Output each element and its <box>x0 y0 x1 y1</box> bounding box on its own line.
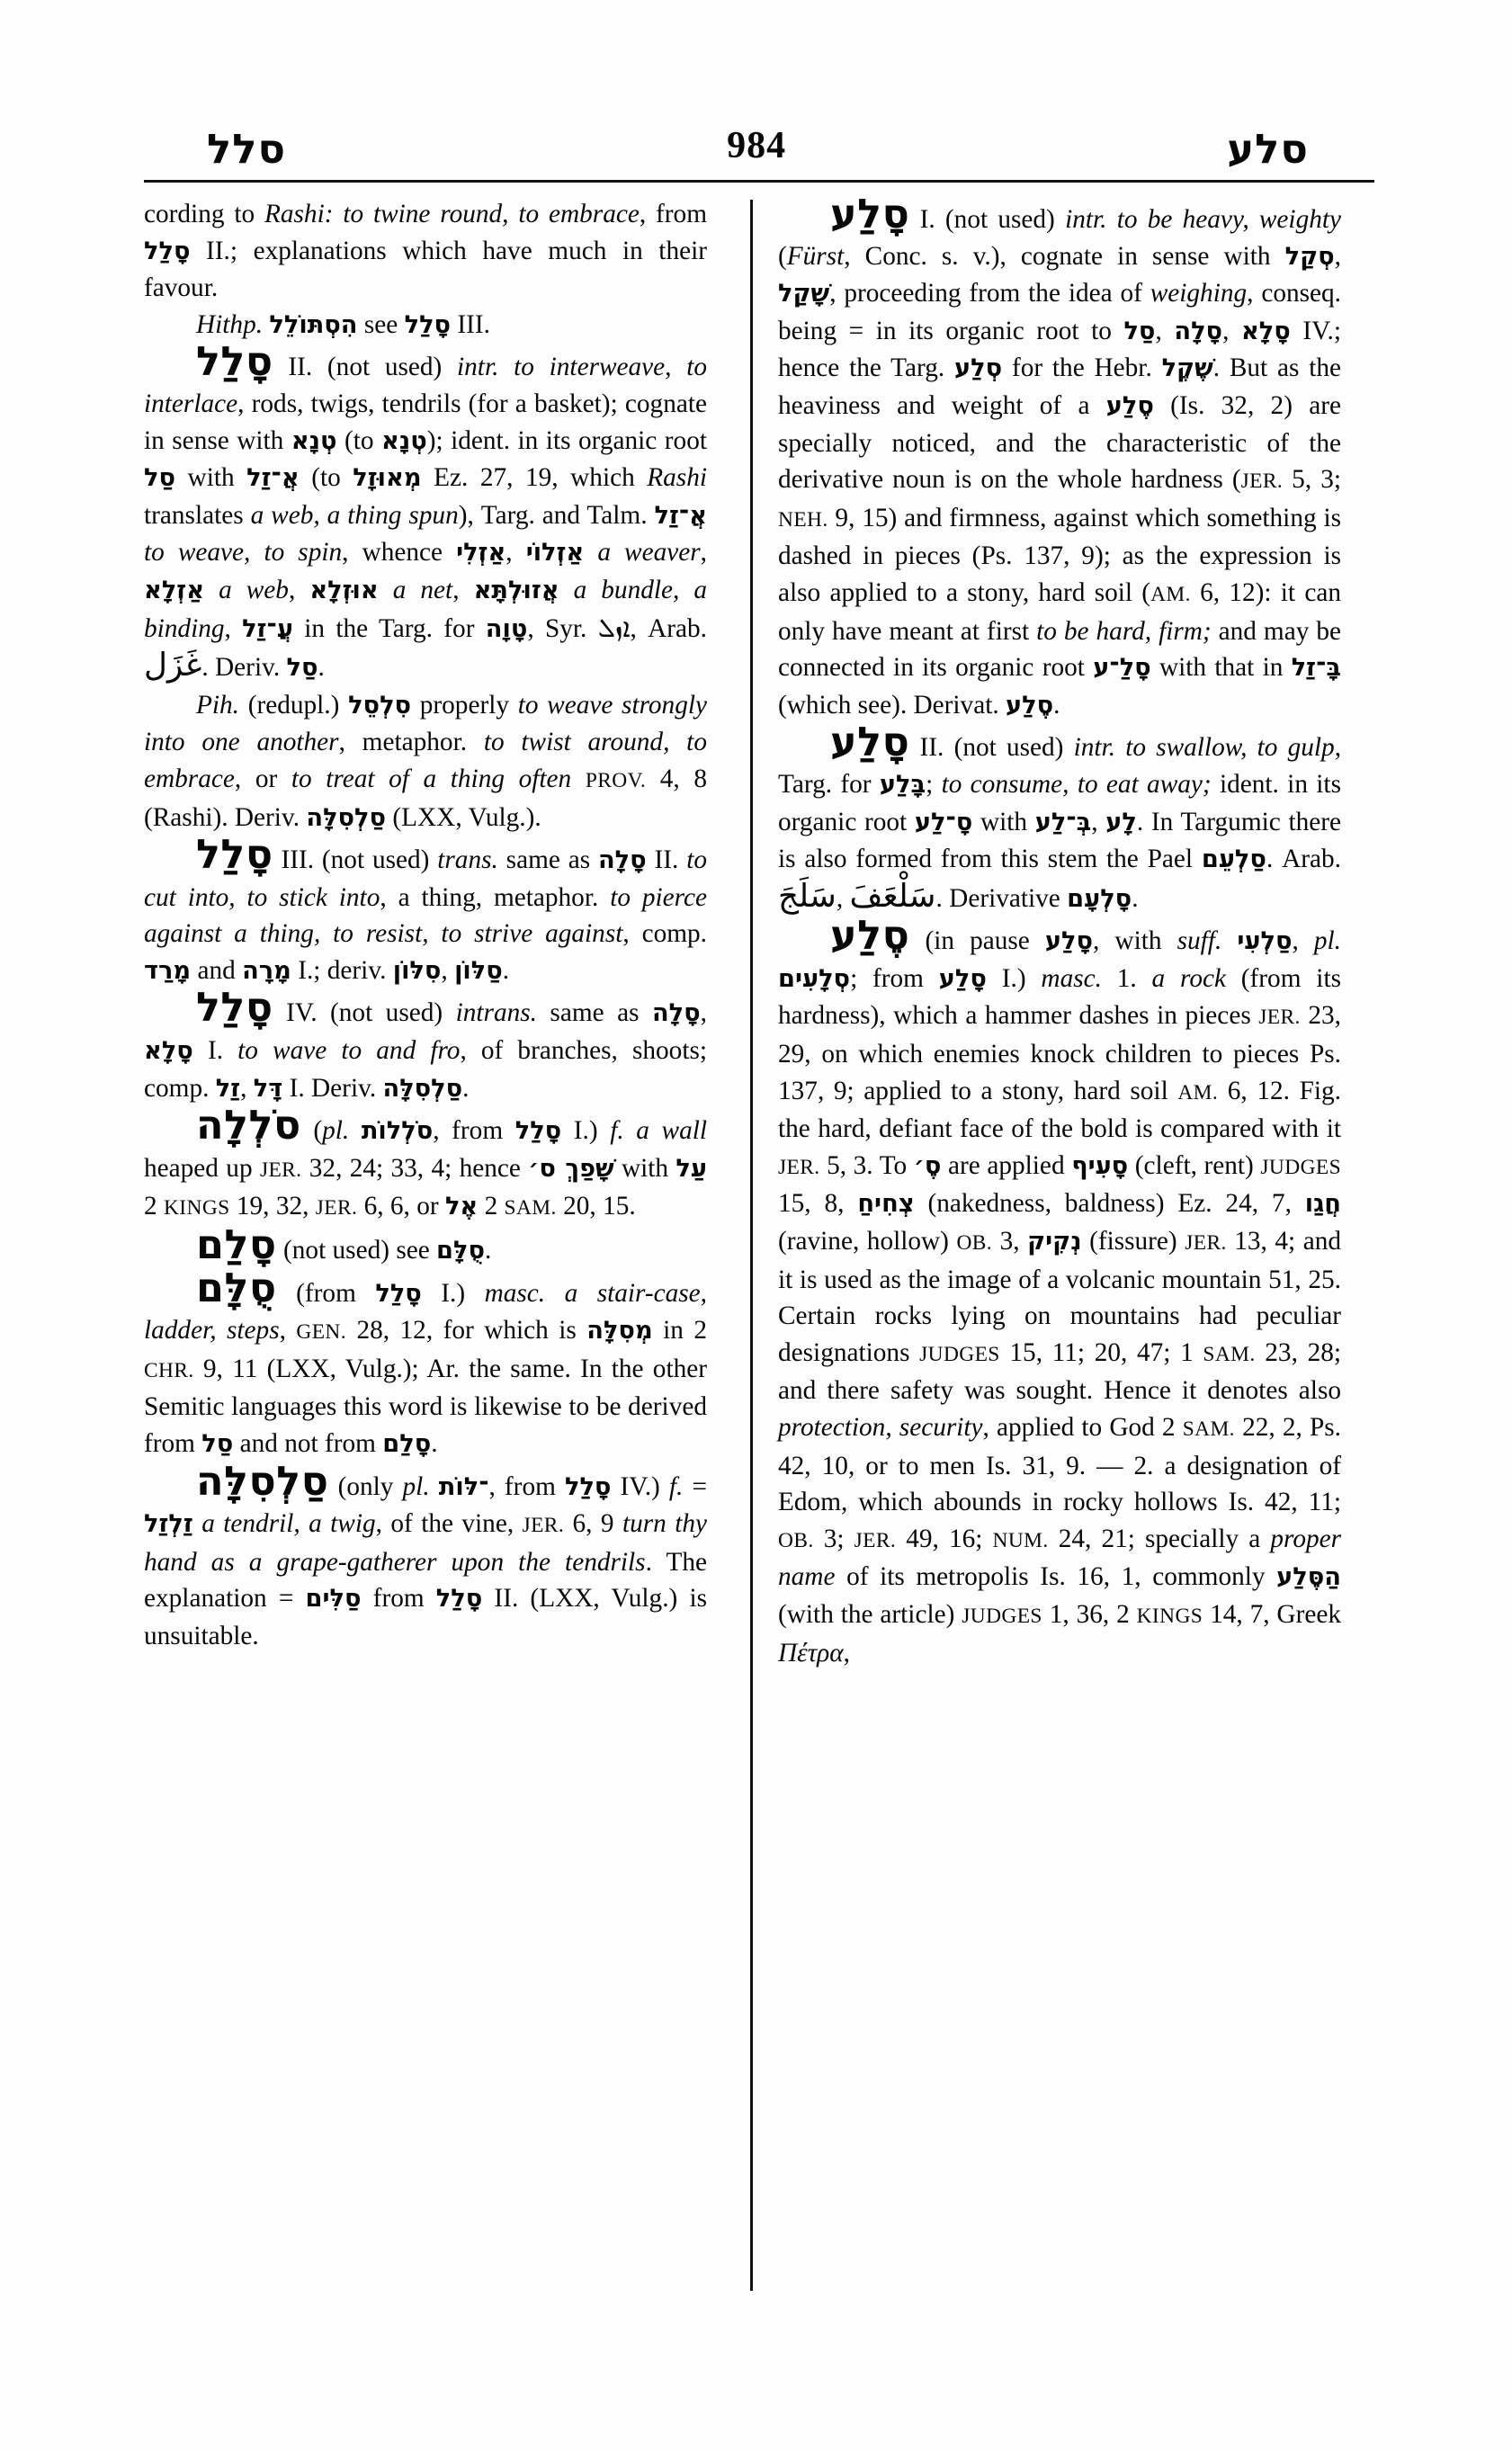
entry-headword: סֻלָּם <box>196 1264 277 1311</box>
dictionary-entry <box>144 1457 707 1655</box>
dictionary-entry <box>778 191 1342 724</box>
entry-body: I. (not used) intr. to be heavy, weighty (Fürst, Conc. s. v.), cognate in sense with סְקַל, שָׁקַל, proceeding from the idea of weighing, conseq. being = in its organic root to סַל, סָלָה, סָלָא IV.; hence the Targ. סְלַע for the Hebr. שֶׁקֶל. But as the heaviness and weight of a סֶלַע (Is. 32, 2) are specially noticed, and the characteristic of the derivative noun is on the whole hardness (JER. 5, 3; NEH. 9, 15) and firmness, against which something is dashed in pieces (Ps. 137, 9); as the expression is also applied to a stony, hard soil (AM. 6, 12): it can only have meant at first to be hard, firm; and may be connected in its organic root סָלַ־ע with that in בָּ־זַל (which see). Derivat. סֶלַע. <box>778 205 1342 720</box>
entry-headword: סָלַל <box>196 831 273 879</box>
entry-body: (not used) see סֻלָּם. <box>283 1236 492 1265</box>
running-head-right-lemma: סלע <box>1227 125 1309 173</box>
dictionary-entry <box>144 984 707 1107</box>
paragraph-text: Pih. (redupl.) סִלְסֵל properly to weave strongly into one another, metaphor. to twist around, to embrace, or to treat of a thing often PROV. 4, 8 (Rashi). Deriv. סַלְסִלָּה (LXX, Vulg.). <box>144 690 707 832</box>
dictionary-entry <box>144 831 708 989</box>
entry-body: III. (not used) trans. same as סָלָה II. to cut into, to stick into, a thing, metaphor. to pierce against a thing, to resist, to strive against, comp. מָרַד and מָרָה I.; deriv. סִלּוֹן, סַלּוֹן. <box>144 845 708 985</box>
column-divider <box>750 200 753 2291</box>
text-paragraph <box>144 196 707 307</box>
page-number: 984 <box>727 125 787 166</box>
entry-headword: סֶלַע <box>830 912 910 960</box>
dictionary-entry <box>144 1221 707 1270</box>
right-column <box>778 191 1342 2355</box>
dictionary-entry <box>144 338 708 686</box>
dictionary-entry <box>144 1264 707 1463</box>
entry-headword: סָלַם <box>196 1221 277 1269</box>
entry-headword: סֹלְלָה <box>196 1102 301 1149</box>
left-column <box>144 196 725 2355</box>
dictionary-entry <box>778 719 1342 917</box>
entry-headword: סַלְסִלָּה <box>196 1457 329 1505</box>
entry-headword: סָלַע <box>830 191 910 237</box>
entry-body: (pl. סֹלְלוֹת, from סָלַל I.) f. a wall heaped up JER. 32, 24; 33, 4; hence שָׁפַךְ ס׳ with עַל 2 KINGS 19, 32, JER. 6, 6, or אֶל 2 SAM. 20, 15. <box>144 1116 708 1221</box>
entry-body: IV. (not used) intrans. same as סָלָה, סָלָא I. to wave to and fro, of branches, shoots; comp. זַל, דָּל I. Deriv. סַלְסִלָּה. <box>144 998 707 1103</box>
entry-body: (in pause סָלַע, with suff. סַלְעִי, pl. סְלָעִים; from סָלַע I.) masc. 1. a rock (from its hardness), which a hammer dashes in pieces JER. 23, 29, on which enemies knock children to pieces Ps. 137, 9; applied to a stony, hard soil AM. 6, 12. Fig. the hard, defiant face of the bold is compared with it JER. 5, 3. To סֶ׳ are applied סָעִיף (cleft, rent) JUDGES 15, 8, צְחִיחַ (nakedness, baldness) Ez. 24, 7, חֲגַו (ravine, hollow) OB. 3, נְקִיק (fissure) JER. 13, 4; and it is used as the image of a volcanic mountain 51, 25. Certain rocks lying on mountains had peculiar designations JUDGES 15, 11; 20, 47; 1 SAM. 23, 28; and there safety was sought. Hence it denotes also protection, security, applied to God 2 SAM. 22, 2, Ps. 42, 10, or to men Is. 31, 9. — 2. a designation of Edom, which abounds in rocky hollows Is. 42, 11; OB. 3; JER. 49, 16; NUM. 24, 21; specially a proper name of its metropolis Is. 16, 1, commonly הַסֶּלַע (with the article) JUDGES 1, 36, 2 KINGS 14, 7, Greek Πέτρα, <box>778 926 1342 1668</box>
dictionary-entry <box>144 1102 708 1227</box>
entry-body: II. (not used) intr. to swallow, to gulp, Targ. for בָּלַע; to consume, to eat away; ident. in its organic root סָ־לַע with בְּ־לַע, לָע. In Targumic there is also formed from this stem the Pael סַלְעֵם. Arab. سَلَجَ, سَلْعَفَ. Derivative סָלְעָם. <box>778 733 1342 915</box>
entry-headword: סָלַע <box>830 719 910 766</box>
dictionary-entry <box>778 912 1342 1671</box>
entry-headword: סָלַל <box>196 338 273 386</box>
entry-body: II. (not used) intr. to interweave, to interlace, rods, twigs, tendrils (for a basket); cognate in sense with טְנָא (to טְנָא); ident. in its organic root סַל with אֲ־זַל (to מְאוּזָל Ez. 27, 19, which Rashi translates a web, a thing spun), Targ. and Talm. אֲ־זַל to weave, to spin, whence אַזְלִי, אַזְלוֹי a weaver, אַזְלָא a web, אוּזְלָא a net, אֲזוּלְתָּא a bundle, a binding, עֲ־זַל in the Targ. for טָוָה, Syr. ܐܙܠ, Arab. غَزَل. Deriv. סַל. <box>144 353 708 684</box>
running-head <box>207 106 1309 173</box>
paragraph-text: Hithp. הִסְתּוֹלֵל see סָלַל III. <box>196 309 490 339</box>
header-rule <box>144 180 1374 183</box>
two-column-body <box>144 191 1374 2355</box>
entry-headword: סָלַל <box>196 984 273 1032</box>
entry-body: (only pl. ־לּוֹת, from סָלַל IV.) f. = זַלְזַל a tendril, a twig, of the vine, JER. 6, 9 turn thy hand as a grape-gatherer upon the tendrils. The explanation = סַלִּים from סָלַל II. (LXX, Vulg.) is unsuitable. <box>144 1471 707 1650</box>
entry-body: (from סָלַל I.) masc. a stair-case, ladder, steps, GEN. 28, 12, for which is מְסִלָּה in 2 CHR. 9, 11 (LXX, Vulg.); Ar. the same. In the other Semitic languages this word is likewise to be derived from סַל and not from סָלַם. <box>144 1278 707 1458</box>
paragraph-text: cording to Rashi: to twine round, to embrace, from סָלַל II.; explanations which have much in their favour. <box>144 200 707 303</box>
running-head-left-lemma: סלל <box>207 125 287 173</box>
text-paragraph <box>144 687 707 836</box>
